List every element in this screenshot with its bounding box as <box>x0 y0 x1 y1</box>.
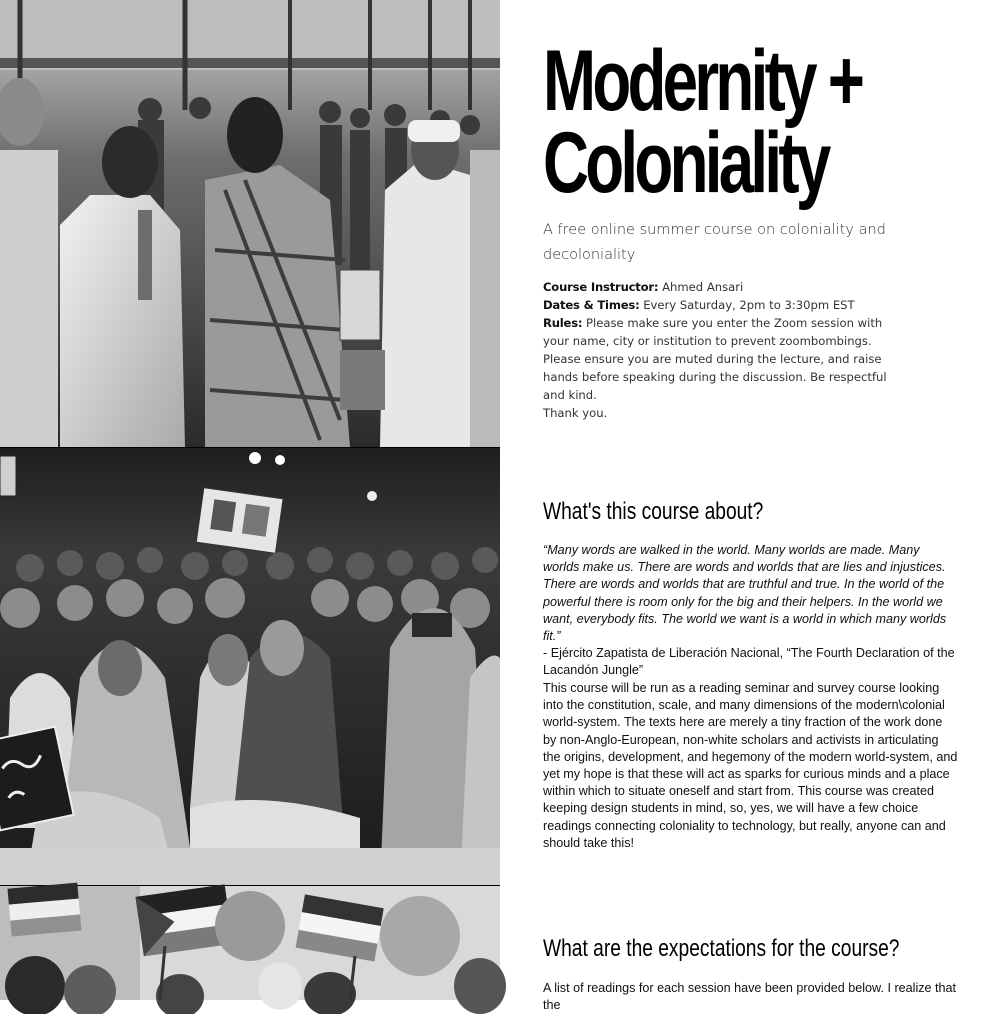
rules-value: Please make sure you enter the Zoom session with your name, city or institution to prevent zoombombings. Please ensure you are muted during the lecture, and raise hands before speaking during the discussion. Be respectful and kind. <box>543 316 887 402</box>
photo-protest-sit-in <box>0 448 500 885</box>
thanks-line: Thank you. <box>543 406 608 420</box>
dates-line <box>543 296 903 314</box>
page-title <box>543 33 862 211</box>
instructor-line <box>543 278 903 296</box>
quote-source: - Ejército Zapatista de Liberación Nacional, “The Fourth Declaration of the Lacandón Jungle” <box>543 646 955 678</box>
title-line-2: Coloniality <box>543 115 828 211</box>
photo-delegates-conference <box>0 0 500 447</box>
photo-column <box>0 0 500 1000</box>
expectations-heading: What are the expectations for the course? <box>543 935 900 962</box>
rules-line <box>543 314 903 404</box>
dates-value: Every Saturday, 2pm to 3:30pm EST <box>643 298 855 312</box>
rules-label: Rules: <box>543 316 583 330</box>
dates-label: Dates & Times: <box>543 298 640 312</box>
zapatista-quote <box>543 542 958 680</box>
expectations-body: A list of readings for each session have been provided below. I realize that the <box>543 981 957 1013</box>
about-heading: What's this course about? <box>543 498 764 525</box>
course-subtitle: A free online summer course on coloniality and decoloniality <box>543 222 886 263</box>
quote-text: “Many words are walked in the world. Many worlds are made. Many worlds make us. There are words and worlds that are lies and injustices. There are words and worlds that are truthful and true. In the world of the powerful there is room only for the big and their helpers. In the world we want, everybody fits. The world we want is a world in which many worlds fit.” <box>543 543 947 644</box>
instructor-label: Course Instructor: <box>543 280 659 294</box>
course-info <box>543 278 903 422</box>
photo-flags-rally <box>0 886 500 1000</box>
instructor-value: Ahmed Ansari <box>662 280 744 294</box>
content-column <box>543 0 958 1013</box>
title-line-1: Modernity + <box>543 33 862 129</box>
about-body: This course will be run as a reading seminar and survey course looking into the constitution, scale, and many dimensions of the modern\colonial world-system. The texts here are merely a tiny fraction of the work done by non-Anglo-European, non-white scholars and activists in articulating the origins, development, and hegemony of the modern world-system, and yet my hope is that these will act as sparks for curious minds and a place within which to situate oneself and start from. This course was created keeping design students in mind, so, yes, we will have a few choice readings connecting coloniality to technology, but really, anyone can and should take this! <box>543 681 958 850</box>
